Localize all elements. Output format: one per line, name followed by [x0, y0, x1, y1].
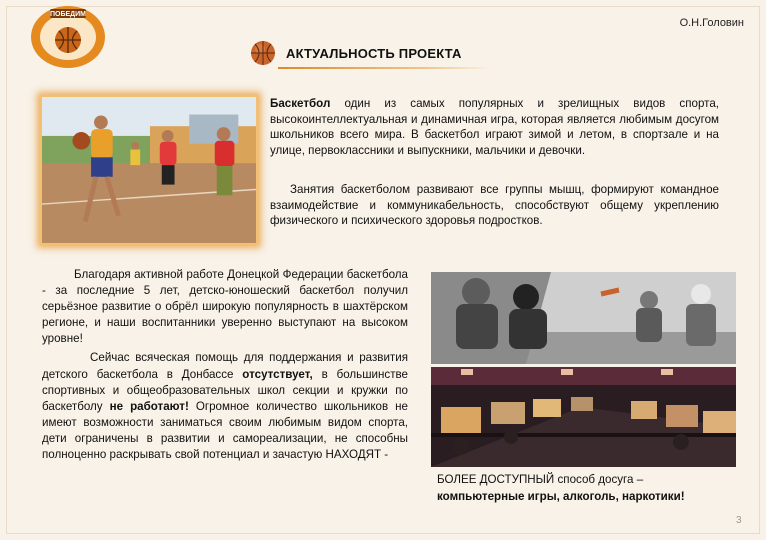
basketball-kids-photo [40, 95, 258, 245]
situation-column [42, 267, 408, 463]
title-underline [278, 67, 491, 69]
logo-emblem [28, 4, 108, 70]
intro-lead-bold: Баскетбол [270, 97, 331, 110]
caption-line-1: БОЛЕЕ ДОСТУПНЫЙ способ досуга – [437, 473, 644, 486]
problem-bold-not-working: не работают! [109, 399, 189, 413]
page-title: АКТУАЛЬНОСТЬ ПРОЕКТА [286, 45, 462, 61]
caption-bold: компьютерные игры, алкоголь, наркотики! [437, 490, 685, 503]
federation-paragraph: Благодаря активной работе Донецкой Федерации баскетбола - за последние 5 лет, детско-юношеский баскетбол получил серьёзное развитие о обрёл широкую популярность в шахтёрском регионе, и наши воспитанники уверенно выступают на высоком уровне! [42, 268, 408, 346]
intro-lead-text: один из самых популярных и зрелищных видов спорта, высокоинтеллектуальная и динамичная игра, которая является любимым досугом школьников всего мира. В баскетбол играют зимой и летом, в спортзале и на улице, первоклассники и выпускники, мальчики и девочки. [270, 97, 719, 157]
benefits-paragraph: Занятия баскетболом развивают все группы мышц, формируют командное взаимодействие и коммуникабельность, способствуют общему укреплению физического и психического здоровья подростков. [270, 183, 719, 228]
computer-club-photo [431, 367, 736, 467]
page-number: 3 [736, 515, 742, 526]
logo-text: ПОБЕДИМ [49, 11, 87, 18]
problem-text-a: Сейчас всяческая помощь для поддержания и развития детского баскетбола в Донбассе [42, 351, 408, 381]
intro-paragraph [270, 96, 719, 158]
title-block [250, 40, 462, 66]
problem-bold-absent: отсутствует, [242, 367, 313, 381]
problem-text-e: Огромное количество школьников не имеют возможности заниматься своим любимым видом спорта, дети ограничены в развитии и самореализации, не способны полноценно раскрывать свой потенциал и зачастую НАХОДЯТ - [42, 399, 409, 462]
basketball-icon [250, 40, 276, 66]
caption-line-2 [437, 488, 747, 505]
problem-text-c: в большинстве спортивных и общеобразовательных школ секции и кружки по баскетболу [42, 367, 408, 413]
author-name: О.Н.Головин [679, 17, 744, 29]
problem-paragraph [42, 350, 408, 463]
photo-caption [437, 471, 747, 505]
teens-bad-habits-photo [431, 272, 736, 364]
